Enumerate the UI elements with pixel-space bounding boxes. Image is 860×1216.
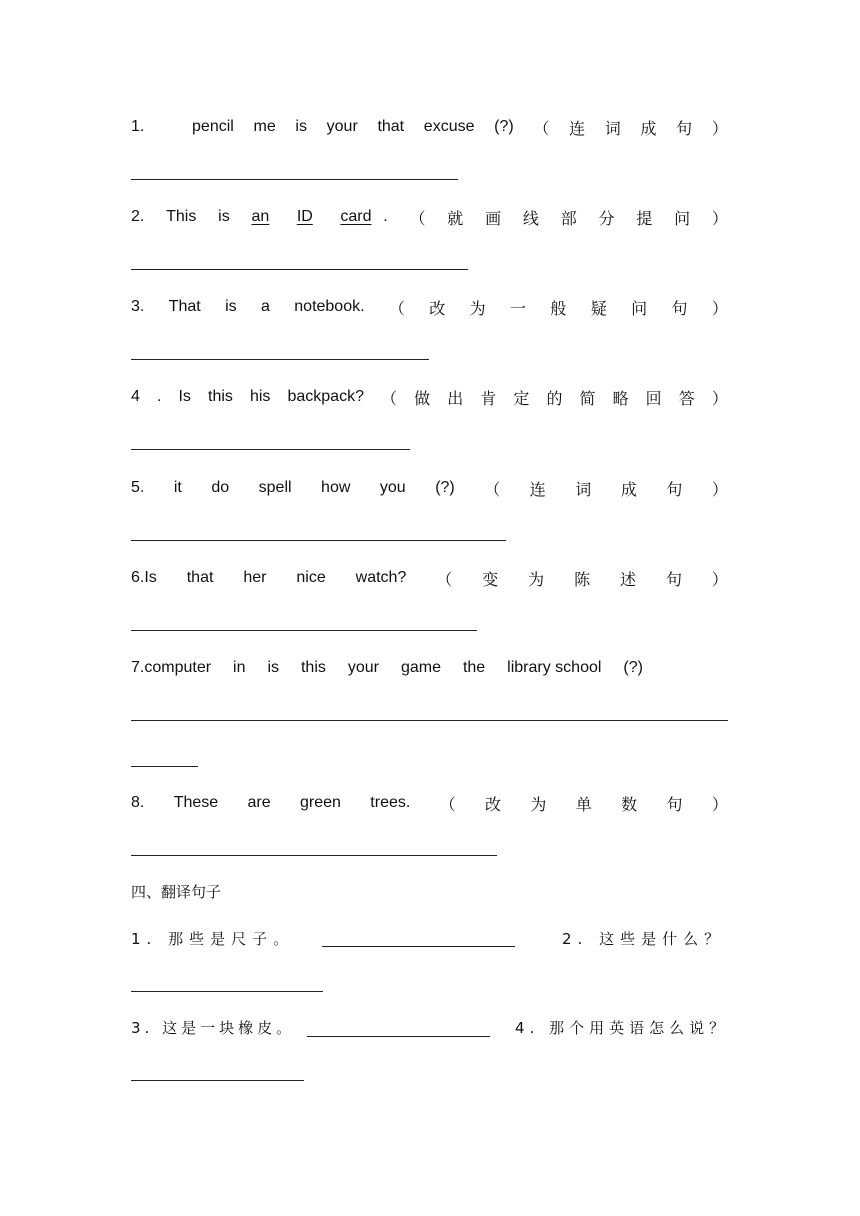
q4-paren-close: ） <box>711 390 728 408</box>
q3-instruction-char: 句 <box>671 300 688 318</box>
q4-instruction-char: 答 <box>678 390 695 408</box>
q6-word: that <box>186 569 214 586</box>
q8-instruction-char: 数 <box>621 796 638 814</box>
q1-word: excuse <box>423 118 475 135</box>
q3-paren-close: ） <box>711 300 728 318</box>
q3-instruction-char: 为 <box>469 300 486 318</box>
answer-line-3[interactable] <box>131 359 429 360</box>
q6-instruction-char: 述 <box>620 571 637 589</box>
q4-instruction-char: 定 <box>513 390 530 408</box>
q8-word: trees. <box>370 794 411 811</box>
q8-word: are <box>247 794 271 811</box>
question-7 <box>131 656 643 680</box>
answer-line-7-continued[interactable] <box>131 766 198 767</box>
q7-word: your <box>347 659 379 676</box>
q2-instruction-char: 线 <box>522 210 539 228</box>
q8-num: 8. <box>131 794 145 811</box>
answer-line-4[interactable] <box>131 449 410 450</box>
question-2 <box>131 205 728 229</box>
q1-num: 1. <box>131 118 145 135</box>
q6-instruction-char: 句 <box>665 571 682 589</box>
q1-word: that <box>377 118 405 135</box>
q5-num: 5. <box>131 479 145 496</box>
q5-instruction-char: 连 <box>529 481 546 499</box>
q2-word: is <box>218 208 230 225</box>
q2-instruction-char: 问 <box>674 210 691 228</box>
q2-instruction-char: 分 <box>598 210 615 228</box>
q8-paren-open: （ <box>439 796 456 814</box>
question-6 <box>131 566 728 590</box>
q7-word: library school <box>507 659 602 676</box>
q2-underlined-word: an <box>251 208 270 225</box>
q2-paren-close: ） <box>711 210 728 228</box>
translate-item-4: 4. 那个用英语怎么说？ <box>515 1019 730 1037</box>
translate-item-2: 2. 这些是什么？ <box>562 930 726 948</box>
q7-word: in <box>233 659 246 676</box>
q4-instruction-char: 做 <box>414 390 431 408</box>
translate-answer-line-2[interactable] <box>131 991 323 992</box>
q6-paren-open: （ <box>436 571 453 589</box>
q2-instruction-char: 部 <box>560 210 577 228</box>
q5-word: (?) <box>435 479 455 496</box>
q1-word: is <box>295 118 307 135</box>
q5-word: how <box>321 479 351 496</box>
q7-word: (?) <box>623 659 643 676</box>
q4-num: 4 <box>131 388 140 405</box>
q4-word: this <box>208 388 233 405</box>
q7-num-word: 7.computer <box>131 659 212 676</box>
q5-instruction-char: 词 <box>575 481 592 499</box>
q3-instruction-char: 般 <box>550 300 567 318</box>
translate-answer-line-4[interactable] <box>131 1080 304 1081</box>
translate-answer-line-3[interactable] <box>307 1036 490 1037</box>
q4-instruction-char: 简 <box>579 390 596 408</box>
question-1 <box>131 115 728 139</box>
q8-instruction-char: 为 <box>530 796 547 814</box>
question-4 <box>131 385 728 409</box>
q3-word: is <box>225 298 237 315</box>
q3-instruction-char: 疑 <box>590 300 607 318</box>
q3-instruction-char: 一 <box>510 300 527 318</box>
answer-line-7[interactable] <box>131 720 728 721</box>
q1-instruction-char: 词 <box>604 120 621 138</box>
q4-instruction-char: 肯 <box>480 390 497 408</box>
q1-instruction-char: 连 <box>569 120 586 138</box>
answer-line-5[interactable] <box>131 540 506 541</box>
q1-word: your <box>326 118 358 135</box>
q4-instruction-char: 出 <box>447 390 464 408</box>
q8-instruction-char: 单 <box>575 796 592 814</box>
q2-num: 2. <box>131 208 145 225</box>
q4-word: backpack? <box>287 388 364 405</box>
q1-paren-close: ） <box>711 120 728 138</box>
q4-word: his <box>249 388 271 405</box>
q4-word: Is <box>178 388 191 405</box>
q4-instruction-char: 略 <box>612 390 629 408</box>
answer-line-8[interactable] <box>131 855 497 856</box>
q2-word: This <box>166 208 197 225</box>
q7-word: is <box>267 659 279 676</box>
q6-num-word: 6.Is <box>131 569 157 586</box>
q8-word: These <box>173 794 219 811</box>
translate-item-1: 1. 那些是尺子。 <box>131 930 295 948</box>
q3-word: a <box>261 298 270 315</box>
q6-instruction-char: 为 <box>528 571 545 589</box>
q6-word: nice <box>296 569 326 586</box>
q5-instruction-char: 成 <box>620 481 637 499</box>
q8-word: green <box>300 794 341 811</box>
q2-instruction-char: 画 <box>485 210 502 228</box>
answer-line-2[interactable] <box>131 269 468 270</box>
q5-word: do <box>211 479 230 496</box>
q5-word: you <box>379 479 406 496</box>
question-3 <box>131 295 728 319</box>
q2-period: . <box>383 208 388 225</box>
q2-instruction-char: 就 <box>447 210 464 228</box>
q2-underlined-word: card <box>340 208 372 225</box>
q6-word: her <box>243 569 267 586</box>
q8-paren-close: ） <box>711 796 728 814</box>
q1-word: (?) <box>494 118 514 135</box>
q7-word: the <box>462 659 486 676</box>
q3-instruction-char: 问 <box>631 300 648 318</box>
translate-item-3: 3. 这是一块橡皮。 <box>131 1019 296 1037</box>
q4-paren-open: （ <box>381 390 398 408</box>
q2-underlined-word: ID <box>296 208 313 225</box>
q5-word: it <box>173 479 182 496</box>
q5-paren-close: ） <box>711 481 728 499</box>
q4-dot: . <box>156 388 162 405</box>
q2-paren-open: （ <box>409 210 426 228</box>
q5-word: spell <box>258 479 292 496</box>
q3-instruction-char: 改 <box>429 300 446 318</box>
q3-word: That <box>168 298 201 315</box>
question-5 <box>131 476 728 500</box>
q6-instruction-char: 变 <box>482 571 499 589</box>
q6-word: watch? <box>355 569 407 586</box>
q3-num: 3. <box>131 298 145 315</box>
q8-instruction-char: 改 <box>485 796 502 814</box>
answer-line-6[interactable] <box>131 630 477 631</box>
q2-instruction-char: 提 <box>636 210 653 228</box>
q1-word: me <box>253 118 276 135</box>
q4-instruction-char: 回 <box>645 390 662 408</box>
q1-word: pencil <box>192 118 234 135</box>
q7-word: this <box>300 659 326 676</box>
q7-word: game <box>400 659 441 676</box>
q6-instruction-char: 陈 <box>574 571 591 589</box>
q4-instruction-char: 的 <box>546 390 563 408</box>
q1-instruction-char: 成 <box>640 120 657 138</box>
q3-paren-open: （ <box>388 300 405 318</box>
q5-instruction-char: 句 <box>666 481 683 499</box>
q6-paren-close: ） <box>711 571 728 589</box>
question-8 <box>131 791 728 815</box>
translate-answer-line-1[interactable] <box>322 946 515 947</box>
q2-underlined-phrase <box>251 208 371 226</box>
q1-paren-open: （ <box>533 120 550 138</box>
q5-paren-open: （ <box>484 481 501 499</box>
answer-line-1[interactable] <box>131 179 458 180</box>
q8-instruction-char: 句 <box>666 796 683 814</box>
section-heading-translate: 四、翻译句子 <box>131 883 222 901</box>
q1-instruction-char: 句 <box>676 120 693 138</box>
q3-word: notebook. <box>294 298 365 315</box>
